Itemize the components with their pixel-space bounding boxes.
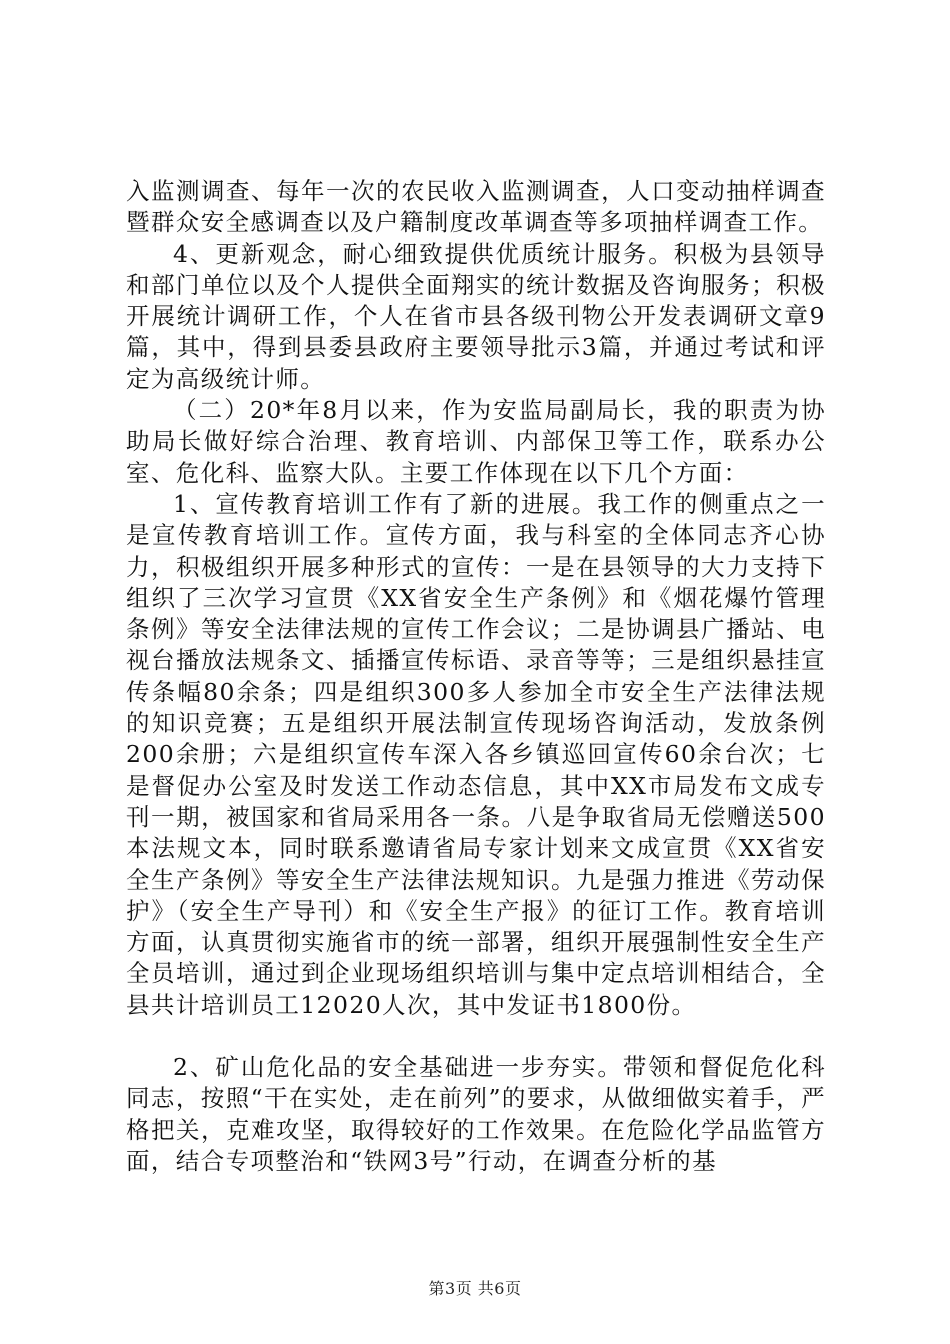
paragraph-item-2: 2、矿山危化品的安全基础进一步夯实。带领和督促危化科同志，按照“干在实处，走在前列”的要求，从做细做实着手，严格把关，克难攻坚，取得较好的工作效果。在危险化学品监管方面，结合专项整治和“铁网3号”行动，在调查分析的基 [126, 1053, 826, 1175]
paragraph-section-2: （二）20*年8月以来，作为安监局副局长，我的职责为协助局长做好综合治理、教育培训、内部保卫等工作，联系办公室、危化科、监察大队。主要工作体现在以下几个方面： [126, 396, 826, 487]
document-body [126, 176, 826, 1177]
paragraph-item-4: 4、更新观念，耐心细致提供优质统计服务。积极为县领导和部门单位以及个人提供全面翔实的统计数据及咨询服务；积极开展统计调研工作，个人在省市县各级刊物公开发表调研文章9篇，其中，得到县委县政府主要领导批示3篇，并通过考试和评定为高级统计师。 [126, 239, 826, 393]
page-footer: 第3页 共6页 [428, 1279, 522, 1298]
paragraph-item-1: 1、宣传教育培训工作有了新的进展。我工作的侧重点之一是宣传教育培训工作。宣传方面，我与科室的全体同志齐心协力，积极组织开展多种形式的宣传：一是在县领导的大力支持下组织了三次学习宣贯《XX省安全生产条例》和《烟花爆竹管理条例》等安全法律法规的宣传工作会议；二是协调县广播站、电视台播放法规条文、插播宣传标语、录音等等；三是组织悬挂宣传条幅80余条；四是组织300多人参加全市安全生产法律法规的知识竞赛；五是组织开展法制宣传现场咨询活动，发放条例200余册；六是组织宣传车深入各乡镇巡回宣传60余台次；七是督促办公室及时发送工作动态信息，其中XX市局发布文成专刊一期，被国家和省局采用各一条。八是争取省局无偿赠送500本法规文本，同时联系邀请省局专家计划来文成宣贯《XX省安全生产条例》等安全生产法律法规知识。九是强力推进《劳动保护》（安全生产导刊）和《安全生产报》的征订工作。教育培训方面，认真贯彻实施省市的统一部署，组织开展强制性安全生产全员培训，通过到企业现场组织培训与集中定点培训相结合，全县共计培训员工12020人次，其中发证书1800份。 [126, 489, 826, 1019]
paragraph-continuation: 入监测调查、每年一次的农民收入监测调查，人口变动抽样调查暨群众安全感调查以及户籍制度改革调查等多项抽样调查工作。 [126, 177, 826, 237]
